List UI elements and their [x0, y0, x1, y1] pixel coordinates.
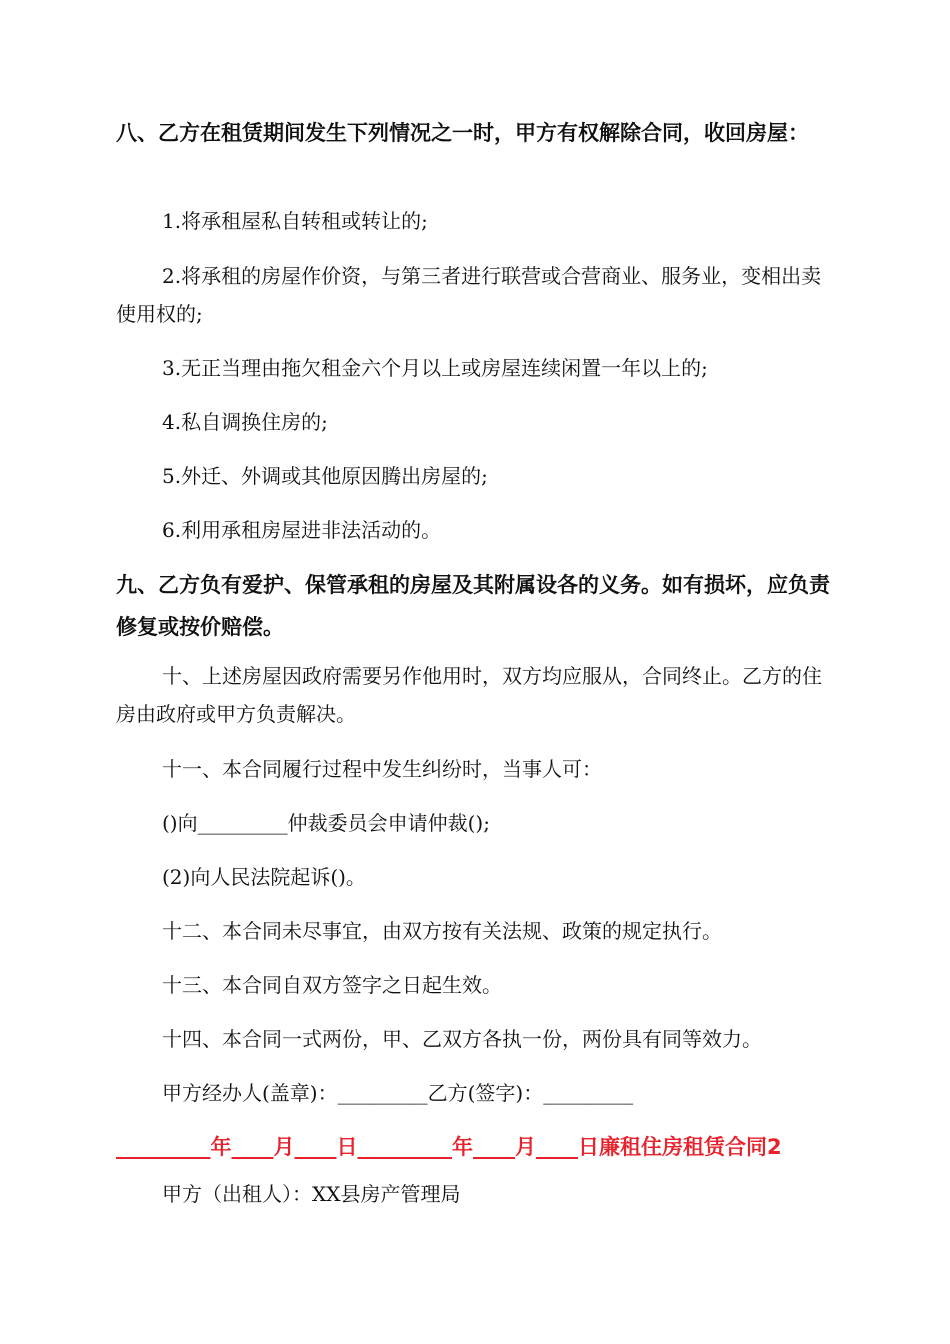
section-10-text: 十、上述房屋因政府需要另作他用时，双方均应服从，合同终止。乙方的住房由政府或甲方负责解决。	[116, 664, 822, 726]
section-8-item-4: 4.私自调换住房的;	[162, 410, 328, 434]
section-8-item-5: 5.外迁、外调或其他原因腾出房屋的;	[162, 464, 488, 488]
section-12-text: 十二、本合同未尽事宜，由双方按有关法规、政策的规定执行。	[162, 919, 722, 943]
party-a-line: 甲方（出租人）：XX县房产管理局	[162, 1182, 461, 1206]
section-13-text: 十三、本合同自双方签字之日起生效。	[162, 973, 502, 997]
section-11-text: 十一、本合同履行过程中发生纠纷时，当事人可：	[162, 757, 602, 781]
date-and-title-line: _________年____月____日_________年____月____日廉租住房租赁合同2	[116, 1135, 782, 1159]
section-8-item-1: 1.将承租屋私自转租或转让的;	[162, 209, 428, 233]
section-8-item-6: 6.利用承租房屋进非法活动的。	[162, 518, 442, 542]
section-9-heading: 九、乙方负有爱护、保管承租的房屋及其附属设各的义务。如有损坏，应负责修复或按价赔偿。	[116, 573, 830, 639]
section-8-heading: 八、乙方在租赁期间发生下列情况之一时，甲方有权解除合同，收回房屋：	[116, 121, 809, 145]
section-11-option-1: ()向_________仲裁委员会申请仲裁();	[162, 811, 490, 835]
section-14-text: 十四、本合同一式两份，甲、乙双方各执一份，两份具有同等效力。	[162, 1027, 762, 1051]
section-11-option-2: (2)向人民法院起诉()。	[162, 865, 366, 889]
section-8-item-2: 2.将承租的房屋作价资，与第三者进行联营或合营商业、服务业，变相出卖使用权的;	[116, 264, 822, 326]
signature-line: 甲方经办人(盖章)：_________乙方(签字)：_________	[162, 1081, 634, 1105]
section-8-item-3: 3.无正当理由拖欠租金六个月以上或房屋连续闲置一年以上的;	[162, 356, 708, 380]
